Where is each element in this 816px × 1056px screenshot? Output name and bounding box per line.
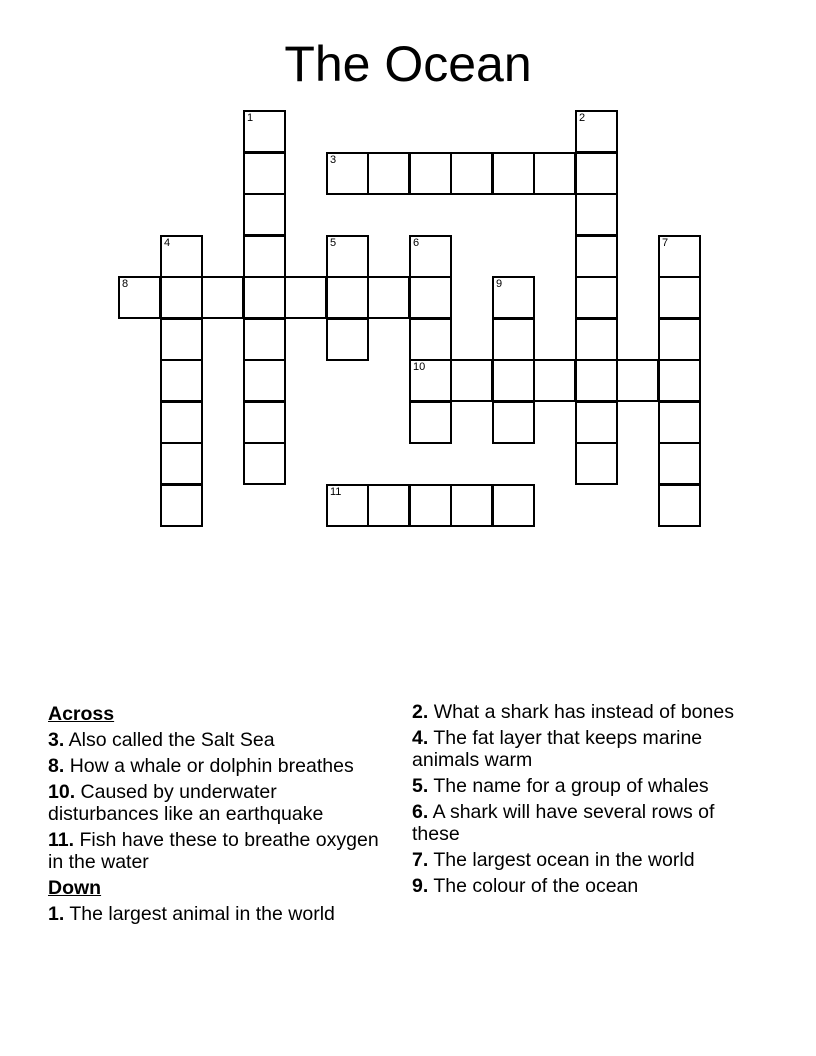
cell-number: 9 xyxy=(496,278,503,290)
grid-cell[interactable] xyxy=(409,484,452,527)
clue-number: 4. xyxy=(412,727,429,749)
clue-number: 9. xyxy=(412,875,429,897)
clue-number: 3. xyxy=(48,729,65,751)
grid-cell[interactable] xyxy=(492,318,535,361)
cell-number: 6 xyxy=(413,237,420,249)
clue-down-9 xyxy=(412,875,752,897)
grid-cell[interactable] xyxy=(658,359,701,402)
grid-cell[interactable] xyxy=(658,401,701,444)
grid-cell[interactable] xyxy=(326,235,369,278)
clues-column-left xyxy=(48,701,388,929)
grid-cell[interactable] xyxy=(367,484,410,527)
grid-cell[interactable] xyxy=(616,359,659,402)
grid-cell[interactable] xyxy=(658,484,701,527)
grid-cell[interactable] xyxy=(243,442,286,485)
clue-number: 10. xyxy=(48,781,76,803)
across-heading: Across xyxy=(48,703,115,725)
grid-cell[interactable] xyxy=(284,276,327,319)
grid-cell[interactable] xyxy=(326,318,369,361)
grid-cell[interactable] xyxy=(575,110,618,153)
grid-cell[interactable] xyxy=(243,193,286,236)
grid-cell[interactable] xyxy=(409,401,452,444)
grid-cell[interactable] xyxy=(492,484,535,527)
grid-cell[interactable] xyxy=(658,318,701,361)
clue-text: The name for a group of whales xyxy=(433,775,709,797)
grid-cell[interactable] xyxy=(243,359,286,402)
clue-text: The fat layer that keeps marine animals warm xyxy=(412,727,703,771)
grid-cell[interactable] xyxy=(243,276,286,319)
cell-number: 5 xyxy=(330,237,337,249)
grid-cell[interactable] xyxy=(575,193,618,236)
cell-number: 7 xyxy=(662,237,669,249)
clue-number: 5. xyxy=(412,775,429,797)
grid-cell[interactable] xyxy=(326,152,369,195)
grid-cell[interactable] xyxy=(367,276,410,319)
grid-cell[interactable] xyxy=(575,442,618,485)
clue-across-3 xyxy=(48,729,388,751)
grid-cell[interactable] xyxy=(160,484,203,527)
cell-number: 2 xyxy=(579,112,586,124)
clue-text: Caused by underwater disturbances like an earthquake xyxy=(48,781,324,825)
grid-cell[interactable] xyxy=(409,359,452,402)
grid-cell[interactable] xyxy=(243,152,286,195)
clue-down-4 xyxy=(412,727,752,771)
grid-cell[interactable] xyxy=(492,359,535,402)
grid-cell[interactable] xyxy=(243,401,286,444)
grid-cell[interactable] xyxy=(450,152,493,195)
grid-cell[interactable] xyxy=(575,276,618,319)
clue-across-8 xyxy=(48,755,388,777)
grid-cell[interactable] xyxy=(409,276,452,319)
clue-text: A shark will have several rows of these xyxy=(412,801,715,845)
grid-cell[interactable] xyxy=(575,401,618,444)
grid-cell[interactable] xyxy=(243,110,286,153)
grid-cell[interactable] xyxy=(533,152,576,195)
grid-cell[interactable] xyxy=(450,484,493,527)
down-heading: Down xyxy=(48,877,102,899)
clue-text: The largest ocean in the world xyxy=(433,849,695,871)
grid-cell[interactable] xyxy=(160,318,203,361)
cell-number: 3 xyxy=(330,154,337,166)
cell-number: 10 xyxy=(413,361,426,373)
clue-across-11 xyxy=(48,829,388,873)
clue-down-1 xyxy=(48,903,388,925)
grid-cell[interactable] xyxy=(118,276,161,319)
grid-cell[interactable] xyxy=(326,276,369,319)
grid-cell[interactable] xyxy=(575,359,618,402)
grid-cell[interactable] xyxy=(326,484,369,527)
grid-cell[interactable] xyxy=(575,318,618,361)
clue-number: 1. xyxy=(48,903,65,925)
grid-cell[interactable] xyxy=(409,318,452,361)
grid-cell[interactable] xyxy=(243,318,286,361)
grid-cell[interactable] xyxy=(409,152,452,195)
grid-cell[interactable] xyxy=(160,359,203,402)
clue-number: 6. xyxy=(412,801,429,823)
grid-cell[interactable] xyxy=(160,276,203,319)
grid-cell[interactable] xyxy=(450,359,493,402)
grid-cell[interactable] xyxy=(409,235,452,278)
grid-cell[interactable] xyxy=(367,152,410,195)
page-title: The Ocean xyxy=(284,36,532,92)
grid-cell[interactable] xyxy=(492,276,535,319)
clue-text: How a whale or dolphin breathes xyxy=(69,755,354,777)
clue-across-10 xyxy=(48,781,388,825)
grid-cell[interactable] xyxy=(658,442,701,485)
cell-number: 4 xyxy=(164,237,171,249)
grid-cell[interactable] xyxy=(160,401,203,444)
clue-text: The colour of the ocean xyxy=(433,875,639,897)
grid-cell[interactable] xyxy=(201,276,244,319)
grid-cell[interactable] xyxy=(243,235,286,278)
grid-cell[interactable] xyxy=(658,235,701,278)
clue-down-6 xyxy=(412,801,752,845)
clue-text: Also called the Salt Sea xyxy=(68,729,275,751)
clue-down-5 xyxy=(412,775,752,797)
grid-cell[interactable] xyxy=(492,401,535,444)
cell-number: 11 xyxy=(330,486,342,498)
grid-cell[interactable] xyxy=(533,359,576,402)
grid-cell[interactable] xyxy=(575,152,618,195)
clue-down-2 xyxy=(412,701,752,723)
clue-number: 11. xyxy=(48,829,75,851)
clue-number: 2. xyxy=(412,701,429,723)
clue-number: 8. xyxy=(48,755,65,777)
clue-number: 7. xyxy=(412,849,429,871)
clue-down-7 xyxy=(412,849,752,871)
grid-cell[interactable] xyxy=(658,276,701,319)
grid-cell[interactable] xyxy=(160,235,203,278)
clue-text: The largest animal in the world xyxy=(69,903,335,925)
grid-cell[interactable] xyxy=(160,442,203,485)
clue-text: What a shark has instead of bones xyxy=(433,701,734,723)
cell-number: 8 xyxy=(122,278,129,290)
cell-number: 1 xyxy=(247,112,254,124)
clues-column-right xyxy=(412,701,752,901)
grid-cell[interactable] xyxy=(492,152,535,195)
clue-text: Fish have these to breathe oxygen in the water xyxy=(48,829,379,873)
grid-cell[interactable] xyxy=(575,235,618,278)
